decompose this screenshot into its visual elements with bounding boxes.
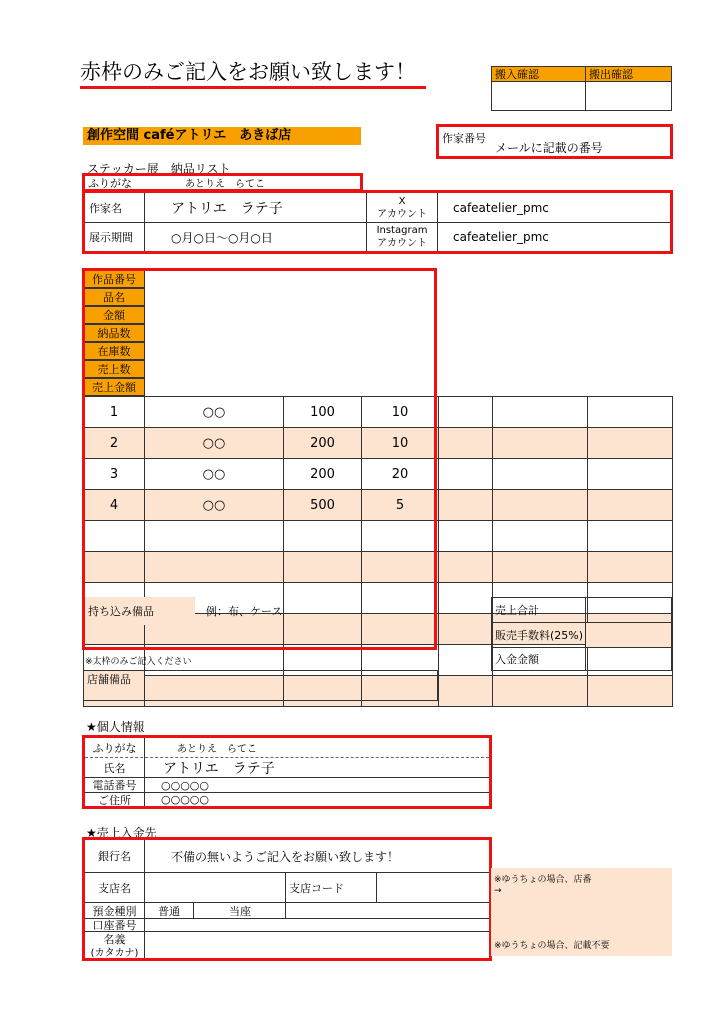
deposit-type-current[interactable]: 当座: [229, 904, 251, 918]
deposit-type-label: 預金種別: [92, 904, 137, 918]
table-cell[interactable]: [493, 459, 588, 490]
personal-divider-2: [85, 777, 489, 778]
table-cell[interactable]: 20: [362, 459, 439, 490]
col-header: 作品番号: [84, 270, 145, 288]
account-holder-label: 名義: [103, 933, 126, 946]
fee-label: 販売手数料(25%): [495, 629, 584, 642]
check-divider: [585, 82, 586, 110]
bank-name-value: 不備の無いようご記入をお願い致します！: [171, 849, 400, 864]
bank-col-1: [144, 840, 145, 958]
table-cell[interactable]: [439, 614, 493, 645]
period-label: 展示期間: [89, 231, 133, 244]
table-cell[interactable]: [493, 676, 588, 707]
personal-info-box[interactable]: [82, 735, 492, 809]
table-cell[interactable]: 200: [284, 428, 362, 459]
table-cell[interactable]: ○○: [145, 490, 284, 521]
personal-name-label: 氏名: [103, 761, 126, 775]
yucho-note-box: [491, 868, 672, 956]
table-cell[interactable]: [588, 397, 673, 428]
items-entry-box[interactable]: [82, 268, 437, 650]
table-cell[interactable]: 4: [84, 490, 145, 521]
col-header: 金額: [84, 306, 145, 324]
deposit-label: 入金金額: [495, 653, 539, 666]
table-cell[interactable]: [439, 521, 493, 552]
shop-name: 創作空間 caféアトリエ あきば店: [87, 128, 292, 143]
table-cell[interactable]: [439, 397, 493, 428]
fee-value-bg: [586, 623, 671, 647]
table-cell[interactable]: [493, 521, 588, 552]
personal-phone-label: 電話番号: [92, 779, 137, 792]
table-cell[interactable]: 100: [284, 397, 362, 428]
instagram-account-label: Instagram アカウント: [376, 225, 428, 249]
table-cell[interactable]: [493, 490, 588, 521]
table-cell[interactable]: ○○: [145, 459, 284, 490]
personal-title: ★個人情報: [86, 720, 145, 734]
table-cell[interactable]: 10: [362, 428, 439, 459]
yucho-note-arrow: →: [494, 886, 502, 896]
personal-furigana-value: あとりえ らてこ: [177, 744, 257, 755]
bank-divider-4: [85, 931, 489, 932]
col-header: 売上金額: [84, 378, 145, 396]
table-cell[interactable]: [439, 552, 493, 583]
table-cell[interactable]: 200: [284, 459, 362, 490]
yucho-note-1: ※ゆうちょの場合、店番: [494, 875, 592, 885]
bank-title: ★売上入金先: [86, 826, 157, 840]
store-equipment-box: [83, 670, 438, 701]
col-header: 在庫数: [84, 342, 145, 360]
yucho-note-2: ※ゆうちょの場合、記載不要: [494, 941, 610, 951]
table-cell[interactable]: [493, 397, 588, 428]
personal-address-label: ご住所: [98, 793, 131, 807]
personal-divider-1: [85, 757, 489, 758]
table-cell[interactable]: [588, 459, 673, 490]
table-cell[interactable]: 10: [362, 397, 439, 428]
personal-furigana-label: ふりがな: [92, 741, 137, 755]
table-cell[interactable]: [493, 552, 588, 583]
artist-info-col3: [437, 193, 438, 251]
x-account-label: X アカウント: [377, 195, 427, 220]
bank-divider-1: [85, 872, 489, 873]
title-underline: [80, 86, 426, 89]
personal-col-divider: [144, 738, 145, 806]
table-cell[interactable]: [439, 645, 493, 676]
table-cell[interactable]: 500: [284, 490, 362, 521]
bank-divider-3: [85, 918, 489, 919]
col-header: 品名: [84, 288, 145, 306]
totals-box: [491, 597, 672, 671]
personal-name-value: アトリエ ラテ子: [163, 760, 275, 777]
branch-label: 支店名: [98, 881, 131, 895]
branch-code-label: 支店コード: [289, 881, 344, 895]
bank-info-box[interactable]: [82, 837, 492, 961]
table-cell[interactable]: [588, 490, 673, 521]
instagram-account-value: cafeatelier_pmc: [453, 230, 549, 244]
personal-phone-value: ○○○○○: [161, 778, 209, 792]
table-cell[interactable]: [588, 521, 673, 552]
col-header: 売上数: [84, 360, 145, 378]
page-title: 赤枠のみご記入をお願い致します！: [80, 60, 416, 84]
artist-info-box[interactable]: [82, 190, 673, 254]
bring-value: 例：布、ケース: [206, 605, 283, 618]
table-cell[interactable]: [439, 428, 493, 459]
table-cell[interactable]: [588, 552, 673, 583]
col-header: 納品数: [84, 324, 145, 342]
bank-name-label: 銀行名: [98, 850, 131, 863]
table-cell[interactable]: [588, 428, 673, 459]
personal-address-value: ○○○○○: [161, 793, 209, 806]
table-cell[interactable]: 2: [84, 428, 145, 459]
table-cell[interactable]: ○○: [145, 428, 284, 459]
bank-col-2: [285, 873, 286, 918]
artist-furigana-label: ふりがな: [88, 176, 132, 190]
artist-furigana-value: あとりえ らてこ: [185, 179, 265, 190]
artist-name-label: 作家名: [89, 201, 122, 215]
personal-divider-3: [85, 792, 489, 793]
table-cell[interactable]: 1: [84, 397, 145, 428]
out-check-header: 搬出確認: [585, 67, 671, 82]
account-holder-kana-label: (カタカナ): [90, 948, 139, 959]
artist-number-label: 作家番号: [442, 132, 486, 145]
bring-label: 持ち込み備品: [88, 605, 154, 618]
artist-number-value: メールに記載の番号: [495, 141, 603, 155]
thick-frame-note: ※太枠のみご記入ください: [85, 657, 192, 667]
table-cell[interactable]: 3: [84, 459, 145, 490]
artist-name-value: アトリエ ラテ子: [171, 200, 283, 217]
table-cell[interactable]: [439, 490, 493, 521]
table-cell[interactable]: [439, 583, 493, 614]
period-value: ○月○日～○月○日: [171, 230, 273, 245]
table-cell[interactable]: [439, 676, 493, 707]
bank-col-4: [193, 903, 194, 918]
table-cell[interactable]: [493, 428, 588, 459]
check-box: [491, 66, 672, 111]
in-check-header: 搬入確認: [492, 67, 585, 82]
artist-number-box[interactable]: [436, 124, 673, 159]
table-cell[interactable]: [588, 676, 673, 707]
table-cell[interactable]: 5: [362, 490, 439, 521]
list-title: ステッカー展 納品リスト: [87, 162, 231, 176]
artist-info-col1: [144, 193, 145, 251]
sales-total-label: 売上合計: [495, 604, 539, 617]
store-equipment-label: 店舗備品: [84, 671, 144, 687]
deposit-type-ordinary[interactable]: 普通: [158, 904, 180, 918]
bank-divider-2: [85, 902, 489, 903]
account-number-label: 口座番号: [92, 919, 137, 932]
table-cell[interactable]: [439, 459, 493, 490]
table-cell[interactable]: ○○: [145, 397, 284, 428]
bank-col-3: [376, 873, 377, 903]
x-account-value: cafeatelier_pmc: [453, 200, 549, 215]
